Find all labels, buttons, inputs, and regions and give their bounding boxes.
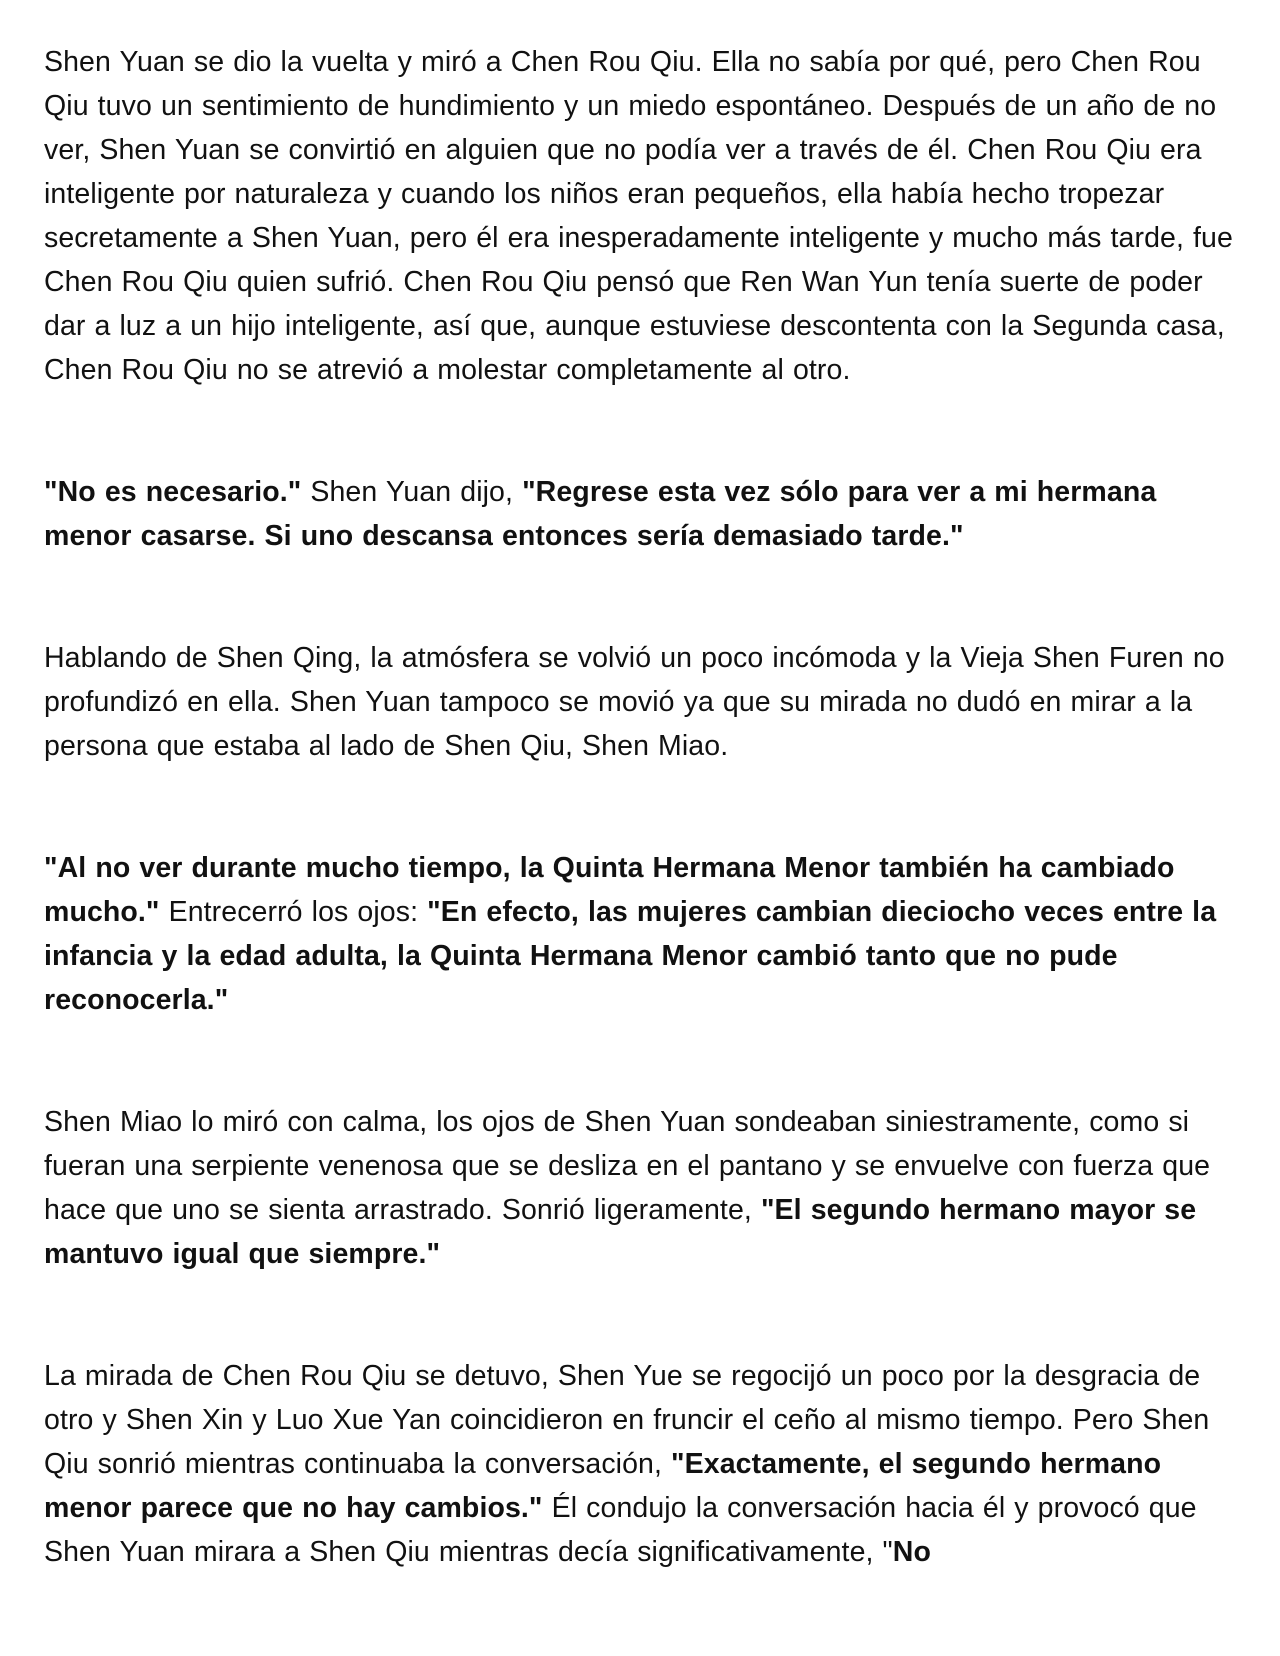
narration-text: Shen Miao lo miró con calma, los ojos de Shen Yuan sondeaban siniestramente, como si fueran una serpiente venenosa que se desliza en el pantano y se envuelve con fuerza que hace que uno se sienta arrastrado. Sonrió ligeramente, [44,1106,1211,1226]
paragraph-5 [44,1100,1239,1276]
narration-text: Shen Yuan dijo, [301,476,523,508]
dialogue-quote: "No es necesario." [44,476,302,508]
dialogue-quote: "En efecto, las mujeres cambian dieciocho veces entre la infancia y la edad adulta, la Quinta Hermana Menor cambió tanto que no pude reconocerla." [44,896,1217,1016]
paragraph-4-dialogue [44,846,1239,1022]
paragraph-6 [44,1354,1239,1574]
paragraph-2-dialogue [44,470,1239,558]
narration-text: Entrecerró los ojos: [159,896,428,928]
document-page [44,40,1239,1574]
paragraph-3 [44,636,1239,768]
dialogue-quote: No [892,1536,931,1568]
paragraph-text: Hablando de Shen Qing, la atmósfera se volvió un poco incómoda y la Vieja Shen Furen no profundizó en ella. Shen Yuan tampoco se movió ya que su mirada no dudó en mirar a la persona que estaba al lado de Shen Qiu, Shen Miao. [44,642,1225,762]
paragraph-text: Shen Yuan se dio la vuelta y miró a Chen Rou Qiu. Ella no sabía por qué, pero Chen Rou Qiu tuvo un sentimiento de hundimiento y un miedo espontáneo. Después de un año de no ver, Shen Yuan se convirtió en alguien que no podía ver a través de él. Chen Rou Qiu era inteligente por naturaleza y cuando los niños eran pequeños, ella había hecho tropezar secretamente a Shen Yuan, pero él era inesperadamente inteligente y mucho más tarde, fue Chen Rou Qiu quien sufrió. Chen Rou Qiu pensó que Ren Wan Yun tenía suerte de poder dar a luz a un hijo inteligente, así que, aunque estuviese descontenta con la Segunda casa, Chen Rou Qiu no se atrevió a molestar completamente al otro. [44,46,1233,386]
narration-text: La mirada de Chen Rou Qiu se detuvo, Shen Yue se regocijó un poco por la desgracia de otro y Shen Xin y Luo Xue Yan coincidieron en fruncir el ceño al mismo tiempo. Pero Shen Qiu sonrió mientras continuaba la conversación, [44,1360,1210,1480]
narration-text: Él condujo la conversación hacia él y provocó que Shen Yuan mirara a Shen Qiu mientras decía significativamente, " [44,1492,1197,1568]
dialogue-quote: "Al no ver durante mucho tiempo, la Quinta Hermana Menor también ha cambiado mucho." [44,852,1175,928]
paragraph-1 [44,40,1239,392]
dialogue-quote: "El segundo hermano mayor se mantuvo igual que siempre." [44,1194,1197,1270]
dialogue-quote: "Regrese esta vez sólo para ver a mi hermana menor casarse. Si uno descansa entonces sería demasiado tarde." [44,476,1157,552]
dialogue-quote: "Exactamente, el segundo hermano menor parece que no hay cambios." [44,1448,1162,1524]
